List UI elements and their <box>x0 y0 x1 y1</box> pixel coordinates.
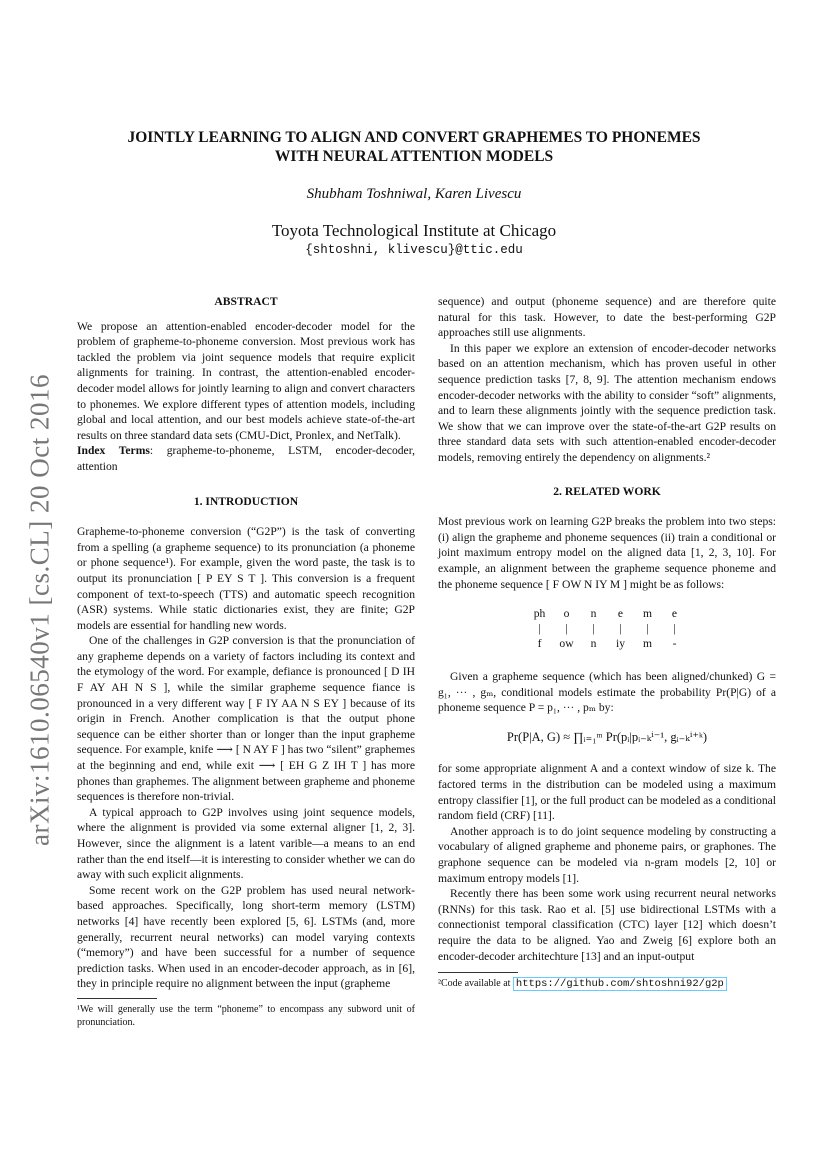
related-paragraph-2: Given a grapheme sequence (which has been aligned/chunked) G = g₁, ··· , gₘ, conditional models estimate the probability Pr(P|G) of a phoneme sequence P = p₁, ··· , pₘ by: <box>438 670 776 715</box>
alignment-phoneme: m <box>642 637 653 651</box>
alignment-grapheme: o <box>563 607 570 621</box>
title-line-1: JOINTLY LEARNING TO ALIGN AND CONVERT GRAPHEMES TO PHONEMES <box>127 129 701 146</box>
intro-paragraph-4: Some recent work on the G2P problem has used neural network-based approaches. Specifically, long short-term memory (LSTM) networks [4] have recently been explored [5, 6]. LSTMs (and, more generally, recurrent neural networks) can model varying contexts (“memory”) and have been successful for a number of sequence prediction tasks. When used in an encoder-decoder approach, as in [6], they in principle require no alignment between the input (grapheme <box>77 883 415 991</box>
alignment-example <box>438 606 776 651</box>
right-column <box>438 294 776 991</box>
right-paragraph-1: sequence) and output (phoneme sequence) and are therefore quite natural for this task. However, to date the best-performing G2P approaches still use alignments. <box>438 295 776 340</box>
alignment-grapheme: m <box>642 607 653 621</box>
alignment-phoneme: - <box>672 637 677 651</box>
footnote-1: ¹We will generally use the term “phoneme” to encompass any subword unit of pronunciation. <box>77 1003 415 1028</box>
email: {shtoshni, klivescu}@ttic.edu <box>305 243 523 257</box>
abstract-heading: ABSTRACT <box>214 295 278 308</box>
intro-paragraph-3: A typical approach to G2P involves using joint sequence models, where the alignment is provided via some external aligner [1, 2, 3]. However, since the alignment is a latent varible—a means to an end rather than the end itself—it is interesting to consider whether we can do away with such explicit alignments. <box>77 805 415 882</box>
institution: Toyota Technological Institute at Chicago <box>271 221 557 240</box>
left-column <box>77 294 415 1029</box>
arxiv-identifier-text: arXiv:1610.06540v1 [cs.CL] 20 Oct 2016 <box>24 374 55 846</box>
related-paragraph-4: Another approach is to do joint sequence modeling by constructing a vocabulary of aligned grapheme and phoneme pairs, or graphones. The graphone sequence can be modeled via n-gram models [2, 10] or maximum entropy models [1]. <box>438 824 776 885</box>
alignment-phoneme: iy <box>615 637 626 651</box>
alignment-bar: | <box>565 622 568 636</box>
related-paragraph-3: for some appropriate alignment A and a context window of size k. The factored terms in the distribution can be modeled using a maximum entropy classifier [1], or the full product can be modeled as a conditional random field (CRF) [11]. <box>438 762 776 823</box>
alignment-bar: | <box>592 622 595 636</box>
alignment-bar: | <box>538 622 541 636</box>
alignment-bar: | <box>619 622 622 636</box>
alignment-grapheme: e <box>617 607 624 621</box>
related-paragraph-5: Recently there has been some work using recurrent neural networks (RNNs) for this task. Rao et al. [5] use bidirectional LSTMs with a connectionist temporal classification (CTC) layer [12] which doesn’t require the data to be aligned. Yao and Zweig [6] explore both an encoder-decoder architechture [13] and an input-output <box>438 887 776 963</box>
code-url-link[interactable]: https://github.com/shtoshni92/g2p <box>513 977 727 991</box>
alignment-grapheme: e <box>671 607 678 621</box>
index-terms <box>77 443 415 474</box>
intro-heading: 1. INTRODUCTION <box>193 494 299 508</box>
title-line-2: WITH NEURAL ATTENTION MODELS <box>274 148 554 165</box>
alignment-bar: | <box>646 622 649 636</box>
index-terms-text: : grapheme-to-phoneme, LSTM, encoder-decoder, attention <box>77 444 415 473</box>
related-heading: 2. RELATED WORK <box>553 484 661 498</box>
footnote-2-label: ²Code available at <box>438 978 513 990</box>
alignment-phoneme: n <box>590 637 597 651</box>
right-paragraph-2: In this paper we explore an extension of encoder-decoder networks based on an attention mechanism, which has proven useful in other sequence prediction tasks [7, 8, 9]. The attention mechanism endows encoder-decoder networks with the ability to consider “soft” alignments, and to learn these alignments jointly with the sequence prediction task. We show that we can improve over the state-of-the-art G2P results on three standard data sets with such attention-enabled encoder-decoder models, removing entirely the dependency on alignments.² <box>438 341 776 464</box>
abstract-text: We propose an attention-enabled encoder-decoder model for the problem of grapheme-to-phoneme conversion. Most previous work has tackled the problem via joint sequence models that require explicit alignments for training. In contrast, the attention-enabled encoder-decoder model allows for jointly learning to align and convert characters to phonemes. We explore different types of attention models, including global and local attention, and our best models achieve state-of-the-art results on three standard data sets (CMU-Dict, Pronlex, and NetTalk). <box>77 319 415 442</box>
related-paragraph-1: Most previous work on learning G2P breaks the problem into two steps: (i) align the grapheme and phoneme sequences (ii) train a conditional or joint maximum entropy model on the aligned data [1, 2, 3, 10]. For example, an alignment between the grapheme sequence phoneme and the phoneme sequence [ F OW N IY M ] might be as follows: <box>438 515 776 591</box>
arxiv-identifier <box>10 365 70 855</box>
equation: Pr(P|A, G) ≈ ∏ᵢ₌₁ᵐ Pr(pᵢ|pᵢ₋ₖⁱ⁻¹, gᵢ₋ₖⁱ⁺ᵏ) <box>506 729 708 744</box>
alignment-phoneme: f <box>537 637 542 651</box>
intro-paragraph-1: Grapheme-to-phoneme conversion (“G2P”) is the task of converting from a spelling (a grapheme sequence) to its pronunciation (a phoneme or phone sequence¹). For example, given the word paste, the task is to output its pronunciation [ P EY S T ]. This conversion is a frequent component of text-to-speech (TTS) and automatic speech recognition (ASR) systems. While static dictionaries exist, they are finite; G2P models are essential for handling new words. <box>77 525 415 632</box>
alignment-bar: | <box>673 622 676 636</box>
footnote-2 <box>438 977 776 991</box>
footnote-rule <box>438 972 518 973</box>
authors: Shubham Toshniwal, Karen Livescu <box>306 186 522 202</box>
paper-title <box>60 128 768 166</box>
alignment-grapheme: ph <box>533 607 546 621</box>
alignment-grapheme: n <box>590 607 597 621</box>
footnote-rule <box>77 998 157 999</box>
intro-paragraph-2: One of the challenges in G2P conversion is that the pronunciation of any grapheme depends on a variety of factors including its context and the etymology of the word. For example, defiance is pronounced [ D IH F AY AH N S ], while the similar grapheme sequence fiance is pronounced in a very different way [ F IY AA N S EY ] because of its origin in French. Another complication is that the output phone sequence can be either shorter than or longer than the input grapheme sequence. For example, knife ⟶ [ N AY F ] has two “silent” graphemes at the beginning and end, while exit ⟶ [ EH G Z IH T ] has more phones than graphemes. The alignment between grapheme and phoneme sequences is therefore non-trivial. <box>77 634 415 804</box>
index-terms-label: Index Terms <box>77 444 150 458</box>
alignment-phoneme: ow <box>559 637 574 651</box>
